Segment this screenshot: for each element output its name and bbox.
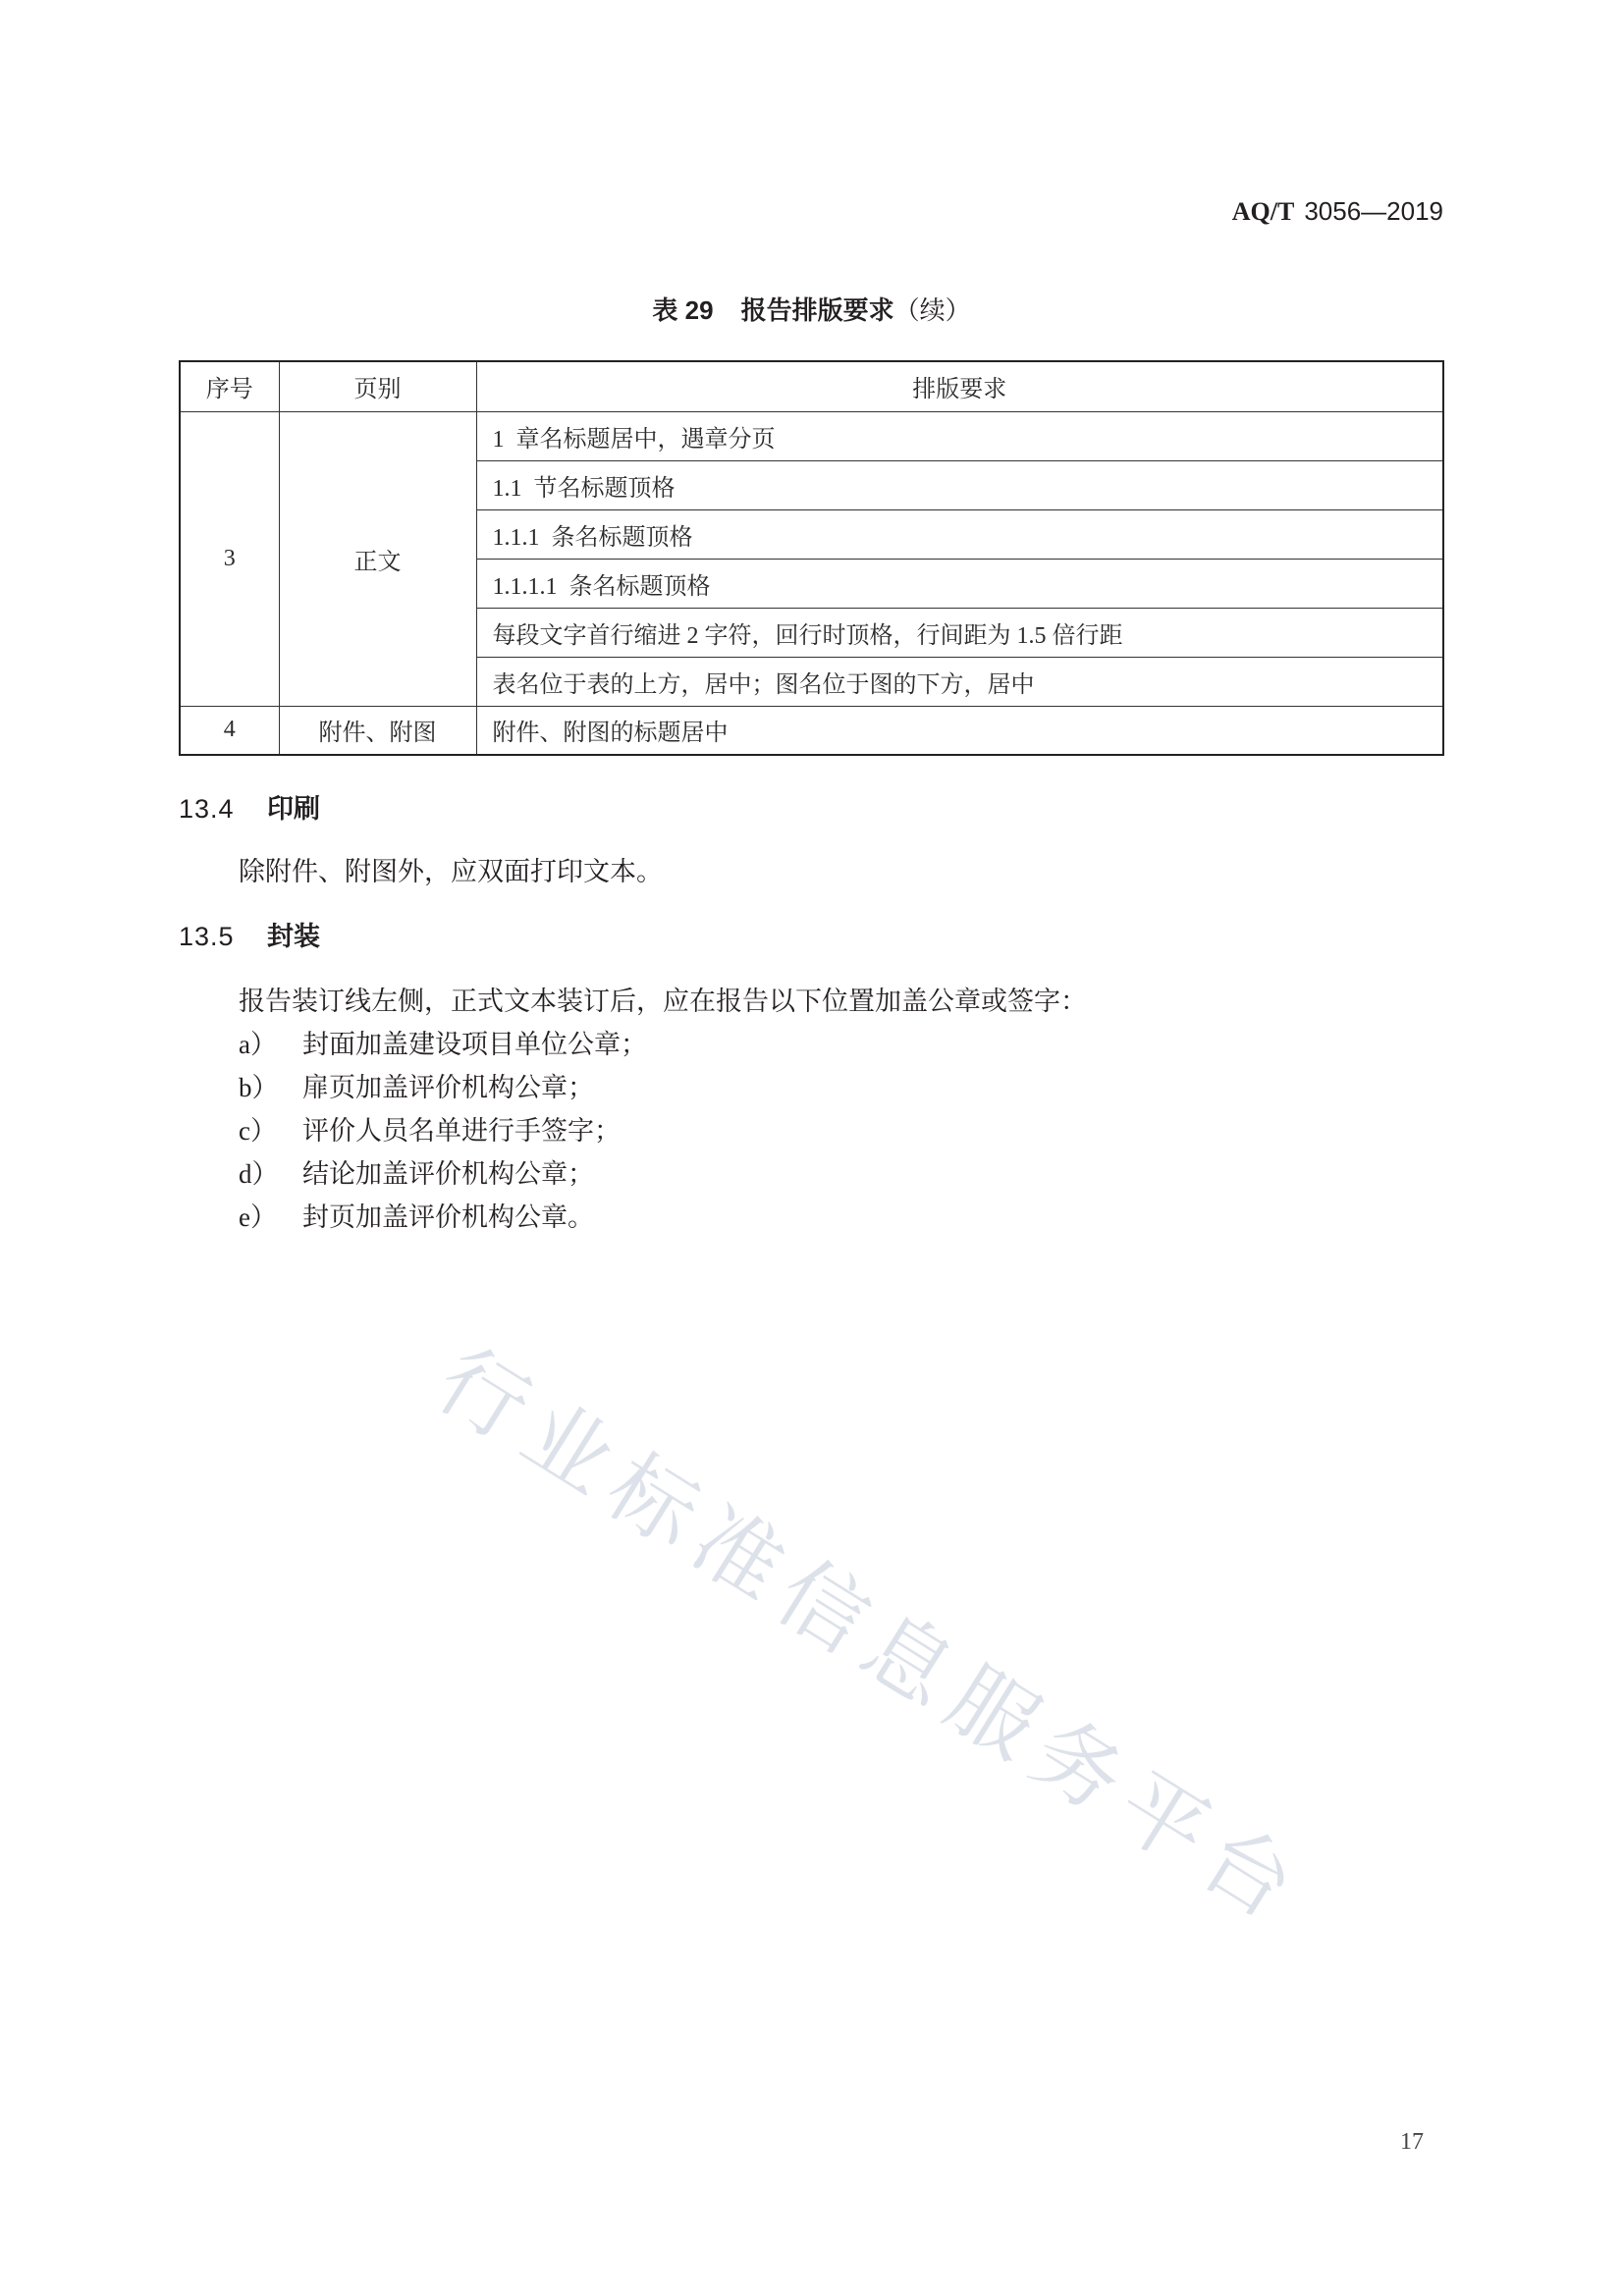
list-item-text: 封面加盖建设项目单位公章； [302,1030,647,1059]
list-item-text: 结论加盖评价机构公章； [302,1159,594,1189]
section-title: 印刷 [267,794,320,824]
requirement-cell: 1.1.1.1 条名标题顶格 [476,559,1443,608]
requirement-cell: 每段文字首行缩进 2 字符，回行时顶格，行间距为 1.5 倍行距 [476,608,1443,657]
section-heading-13-5 [179,919,320,954]
table-row [180,411,1443,460]
standard-code-header [1232,194,1443,229]
section-number: 13.4 [179,794,235,824]
binding-seal-list [239,1023,647,1239]
list-item [239,1152,647,1196]
requirement-cell: 1.1.1 条名标题顶格 [476,509,1443,559]
section-title: 封装 [267,922,320,951]
list-item-label: a） [239,1030,277,1059]
standard-code-prefix: AQ/T [1231,197,1295,226]
table-caption-title: 报告排版要求 [740,295,894,325]
section-number: 13.5 [179,922,235,951]
page-number: 17 [1400,2129,1424,2155]
row-number-cell: 3 [180,411,279,706]
list-item [239,1066,647,1109]
table-head [180,361,1443,411]
table-header-row [180,361,1443,411]
section-heading-13-4 [179,791,320,827]
page-type-cell: 附件、附图 [279,706,476,755]
list-item-text: 封页加盖评价机构公章。 [302,1202,594,1232]
table-caption-suffix: （续） [893,295,971,325]
page-type-cell: 正文 [279,411,476,706]
column-header-requirements: 排版要求 [476,361,1443,411]
table-caption [0,293,1623,328]
list-item [239,1109,647,1152]
row-number-cell: 4 [180,706,279,755]
table-body [180,411,1443,755]
watermark: 行业标准信息服务平台 [419,1328,1324,1946]
list-item-text: 评价人员名单进行手签字； [302,1116,621,1146]
list-item-text: 扉页加盖评价机构公章； [302,1073,594,1102]
requirement-cell: 表名位于表的上方，居中；图名位于图的下方，居中 [476,657,1443,706]
list-item-label: b） [239,1073,279,1102]
list-item-label: d） [239,1159,279,1189]
list-item-label: e） [239,1202,277,1232]
table-caption-label: 表 29 [652,295,714,325]
list-item [239,1196,647,1239]
column-header-page-type: 页别 [279,361,476,411]
table-row [180,706,1443,755]
list-item-label: c） [239,1116,277,1146]
section-paragraph: 除附件、附图外，应双面打印文本。 [239,857,663,886]
layout-requirements-table [179,360,1444,756]
requirement-cell: 附件、附图的标题居中 [476,706,1443,755]
column-header-number: 序号 [180,361,279,411]
list-item [239,1023,647,1066]
requirement-cell: 1 章名标题居中，遇章分页 [476,411,1443,460]
standard-code-number: 3056—2019 [1304,196,1443,226]
requirement-cell: 1.1 节名标题顶格 [476,460,1443,509]
section-paragraph: 报告装订线左侧，正式文本装订后，应在报告以下位置加盖公章或签字： [239,987,1087,1016]
